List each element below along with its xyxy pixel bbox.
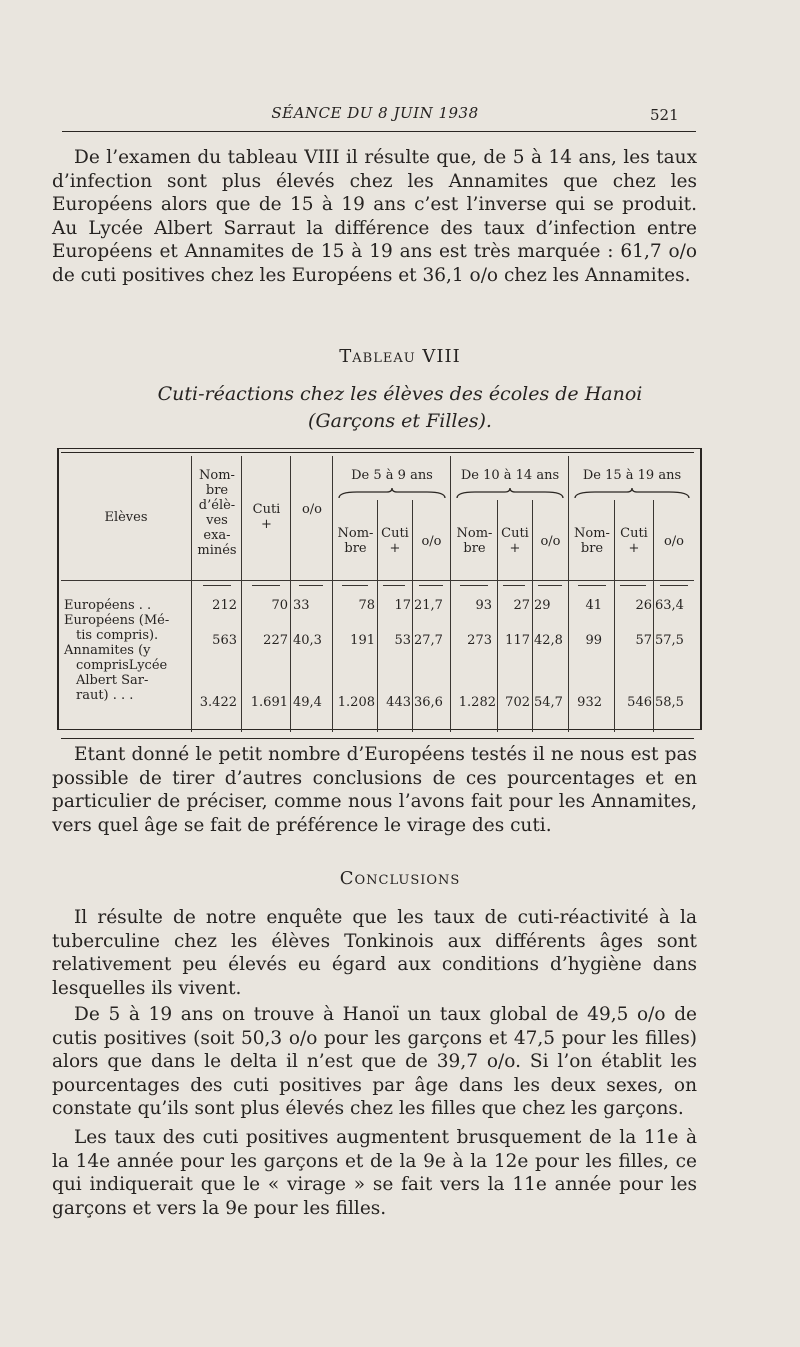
dash — [538, 585, 562, 586]
conclusions-heading: Conclusions — [339, 868, 461, 889]
page-number: 521 — [650, 106, 679, 124]
header-rule — [62, 131, 696, 132]
table-cell: 443 — [386, 695, 411, 710]
dash — [252, 585, 280, 586]
brace-group-10-14 — [455, 488, 565, 500]
table-cell: 212 — [212, 598, 237, 613]
dash — [203, 585, 231, 586]
table-caption-line-1: Cuti-réactions chez les élèves des écoles de Hanoi — [157, 383, 643, 405]
table-cell: 227 — [263, 633, 288, 648]
table-cell: 53 — [394, 633, 411, 648]
running-head — [0, 104, 800, 128]
row-label-annamites: Annamites (y comprisLycée Albert Sar- raut) . . . — [64, 643, 168, 703]
dash — [419, 585, 443, 586]
after-table-paragraph: Etant donné le petit nombre d’Européens testés il ne nous est pas possible de tirer d’autres conclusions de ces pourcentages et en particulier de préciser, comme nous l’avons fait pour les Annamites, vers quel âge se fait de préférence le virage des cuti. — [52, 744, 697, 836]
table-cell: 57 — [635, 633, 652, 648]
table-cell: 273 — [467, 633, 492, 648]
dash — [342, 585, 368, 586]
table-caption-line-2: (Garçons et Filles). — [308, 410, 492, 432]
table-cell: 36,6 — [414, 695, 443, 710]
conclusions-paragraph-2: De 5 à 19 ans on trouve à Hanoï un taux global de 49,5 o/o de cutis positives (soit 50,3 o/o pour les garçons et 47,5 pour les filles) alors que dans le delta il n’est que de 39,7 o/o. Si l’on établit les pourcentages des cuti positives par âge dans les deux sexes, on constate qu’ils sont plus élevés chez les filles que chez les garçons. — [52, 1004, 697, 1119]
subheader-cuti: Cuti + — [381, 526, 409, 556]
table-cell: 99 — [585, 633, 602, 648]
header-eleves: Elèves — [104, 510, 148, 525]
dash — [660, 585, 688, 586]
table-cell: 40,3 — [293, 633, 322, 648]
header-nombre: Nom- bre d’élè- ves exa- minés — [197, 468, 237, 558]
dash — [620, 585, 646, 586]
dash — [383, 585, 405, 586]
table-cell: 33 — [293, 598, 310, 613]
data-table — [57, 448, 700, 740]
dash — [299, 585, 323, 586]
table-cell: 17 — [394, 598, 411, 613]
table-cell: 29 — [534, 598, 551, 613]
table-cell: 93 — [475, 598, 492, 613]
header-group-5-9: De 5 à 9 ans — [351, 468, 433, 483]
brace-group-15-19 — [573, 488, 691, 500]
header-cuti: Cuti + — [252, 502, 281, 532]
table-cell: 27 — [513, 598, 530, 613]
subheader-cuti: Cuti + — [620, 526, 648, 556]
col-rule — [568, 456, 569, 732]
table-cell: 1.691 — [250, 695, 288, 710]
subheader-pct: o/o — [540, 534, 561, 549]
subheader-nombre: Nom- bre — [456, 526, 493, 556]
table-title: Tableau VIII — [339, 346, 461, 367]
col-rule — [290, 456, 291, 732]
table-cell: 1.208 — [337, 695, 375, 710]
header-group-10-14: De 10 à 14 ans — [460, 468, 560, 483]
subheader-nombre: Nom- bre — [337, 526, 374, 556]
table-cell: 21,7 — [414, 598, 443, 613]
col-rule — [241, 456, 242, 732]
table-cell: 1.282 — [458, 695, 496, 710]
table-cell: 191 — [350, 633, 375, 648]
subheader-cuti: Cuti + — [501, 526, 529, 556]
col-rule — [450, 456, 451, 732]
col-rule — [332, 456, 333, 732]
table-cell: 78 — [358, 598, 375, 613]
table-cell: 41 — [585, 598, 602, 613]
running-title: SÉANCE DU 8 JUIN 1938 — [271, 104, 479, 122]
dash — [503, 585, 525, 586]
conclusions-paragraph-1: Il résulte de notre enquête que les taux de cuti-réactivité à la tuberculine chez les élèves Tonkinois aux différents âges sont relativement peu élevés eu égard aux conditions d’hygiène dans lesquelles ils vivent. — [52, 907, 697, 999]
header-pct: o/o — [301, 502, 323, 517]
dash — [578, 585, 606, 586]
table-cell: 49,4 — [293, 695, 322, 710]
conclusions-paragraph-3: Les taux des cuti positives augmentent brusquement de la 11e à la 14e année pour les garçons et de la 9e à la 12e pour les filles, ce qui indiquerait que le « virage » se fait vers la 11e année pour les garçons et vers la 9e pour les filles. — [52, 1127, 697, 1219]
table-cell: 3.422 — [199, 695, 237, 710]
col-rule — [191, 456, 192, 732]
row-label-europeens-metis: Européens (Mé- tis compris). — [64, 613, 170, 643]
table-cell: 563 — [212, 633, 237, 648]
intro-paragraph: De l’examen du tableau VIII il résulte que, de 5 à 14 ans, les taux d’infection sont plus élevés chez les Annamites que chez les Européens alors que de 15 à 19 ans c’est l’inverse qui se produit. Au Lycée Albert Sarraut la différence des taux d’infection entre Européens et Annamites de 15 à 19 ans est très marquée : 61,7 o/o de cuti positives chez les Européens et 36,1 o/o chez les Annamites. — [52, 147, 697, 286]
table-cell: 27,7 — [414, 633, 443, 648]
table-cell: 58,5 — [655, 695, 684, 710]
header-group-15-19: De 15 à 19 ans — [582, 468, 682, 483]
table-cell: 42,8 — [534, 633, 563, 648]
table-cell: 63,4 — [655, 598, 684, 613]
table-cell: 932 — [577, 695, 602, 710]
brace-group-5-9 — [337, 488, 447, 500]
dash — [460, 585, 488, 586]
header-separator — [61, 580, 694, 581]
table-cell: 546 — [627, 695, 652, 710]
subheader-pct: o/o — [663, 534, 685, 549]
subheader-pct: o/o — [421, 534, 442, 549]
subheader-nombre: Nom- bre — [574, 526, 610, 556]
table-cell: 57,5 — [655, 633, 684, 648]
table-cell: 702 — [505, 695, 530, 710]
table-cell: 54,7 — [534, 695, 563, 710]
row-label-europeens: Européens . . — [64, 598, 152, 613]
table-cell: 70 — [271, 598, 288, 613]
table-cell: 26 — [635, 598, 652, 613]
table-cell: 117 — [505, 633, 530, 648]
